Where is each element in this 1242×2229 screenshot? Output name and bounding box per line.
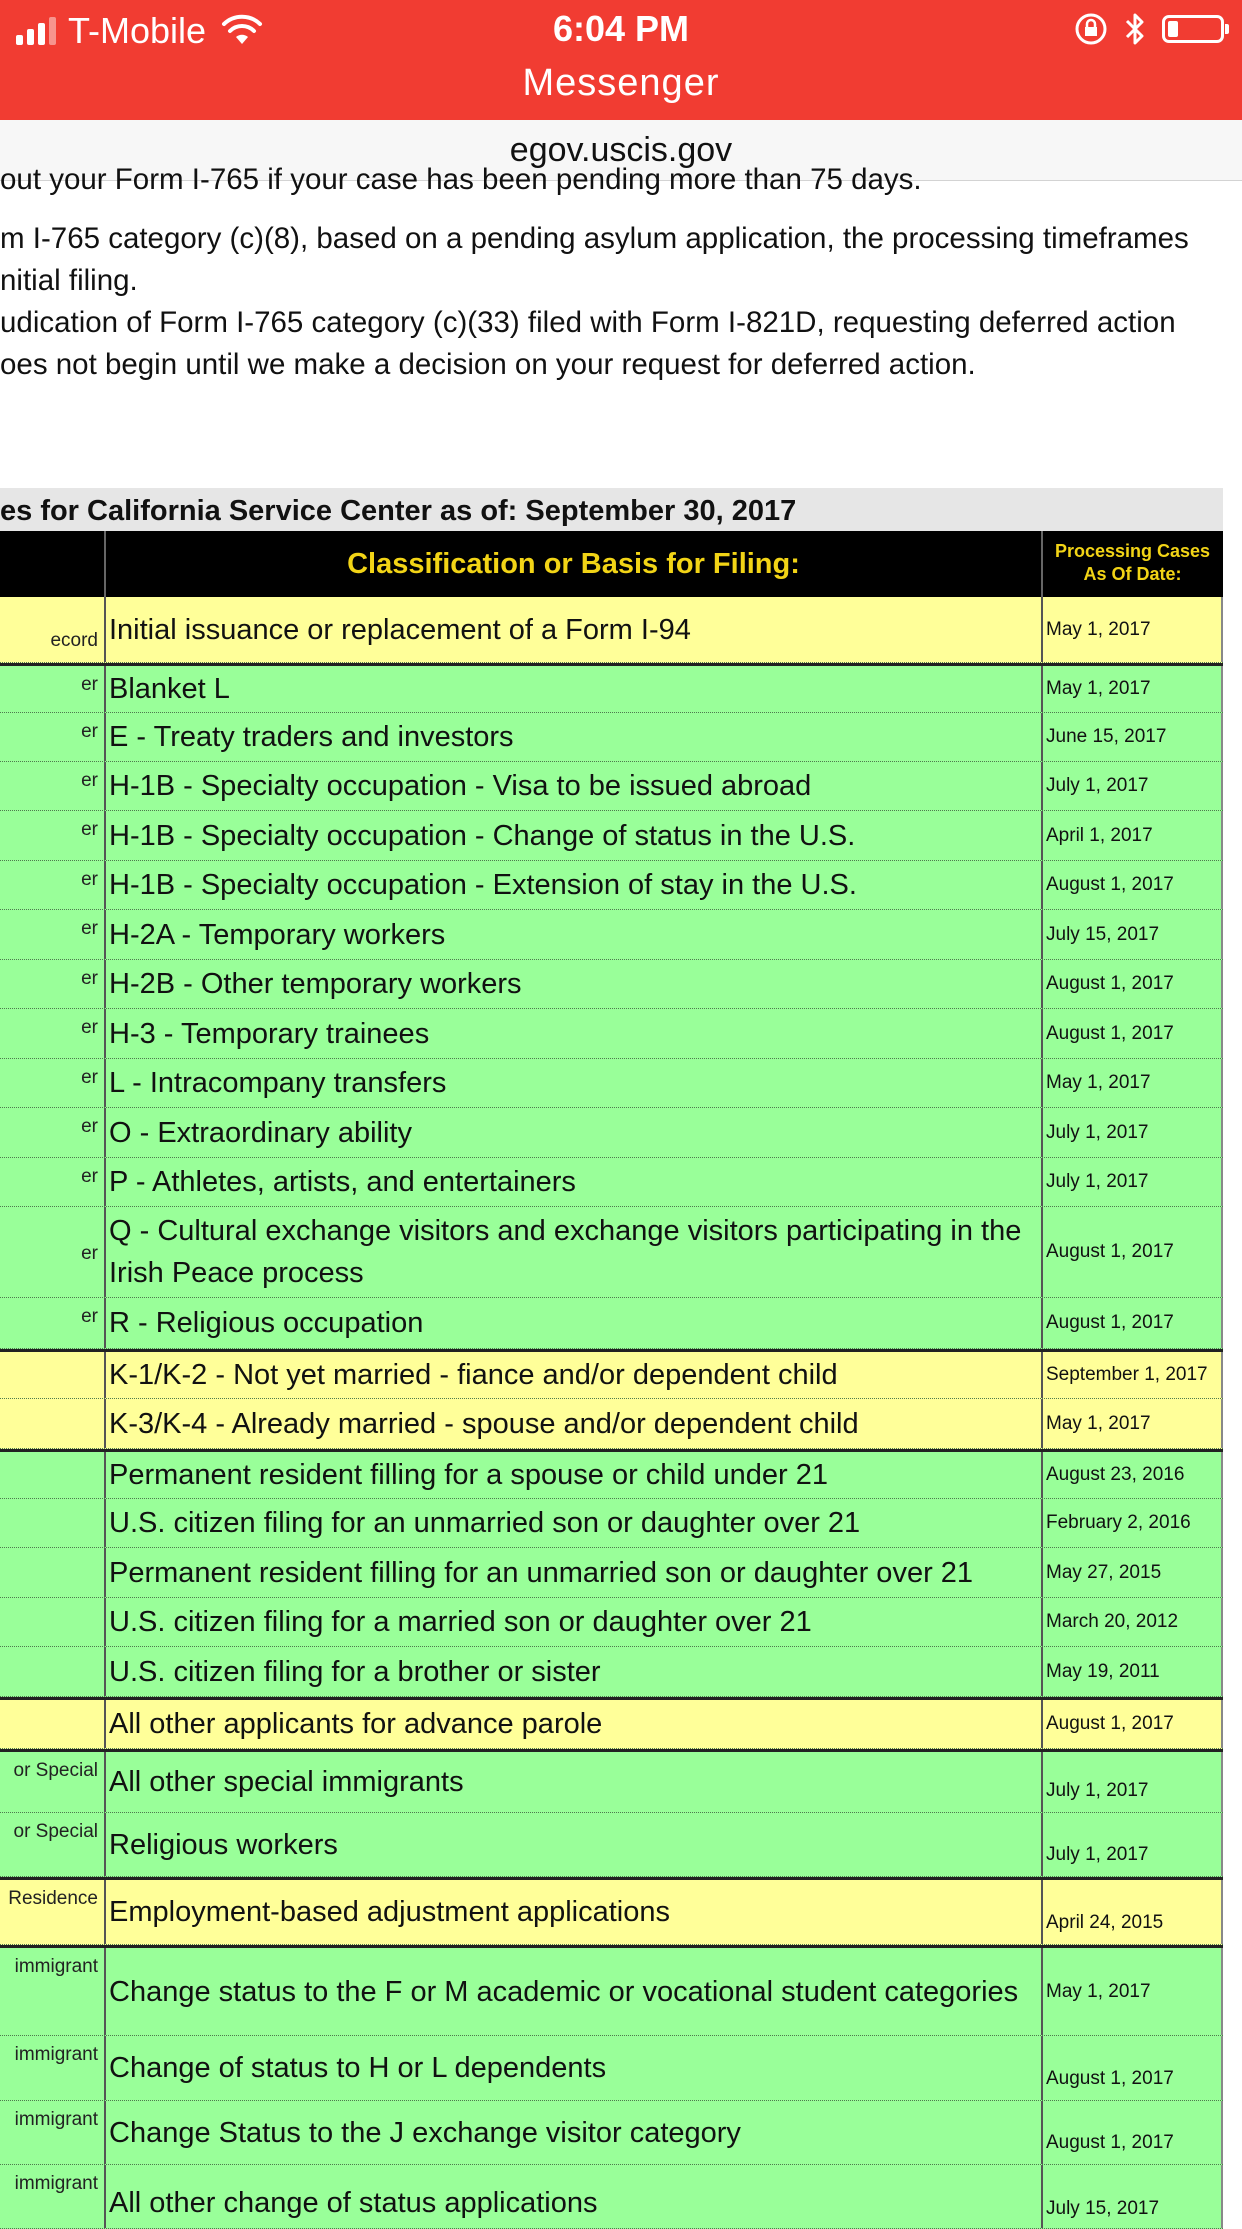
row-category-cell: er xyxy=(0,1158,106,1206)
table-header xyxy=(0,531,1223,597)
row-date-cell: June 15, 2017 xyxy=(1041,713,1223,761)
row-date-cell: March 20, 2012 xyxy=(1041,1598,1223,1646)
row-category-cell: er xyxy=(0,861,106,909)
intro-line: oes not begin until we make a decision on your request for deferred action. xyxy=(0,348,976,381)
table-title: es for California Service Center as of: September 30, 2017 xyxy=(0,488,1223,534)
row-date-cell: August 1, 2017 xyxy=(1041,1009,1223,1058)
status-bar xyxy=(0,0,1242,120)
table-row xyxy=(0,2165,1223,2229)
carrier-name: T-Mobile xyxy=(68,10,207,51)
row-date-cell: August 1, 2017 xyxy=(1041,861,1223,909)
row-date-cell: August 1, 2017 xyxy=(1041,1700,1223,1748)
row-date-cell: July 1, 2017 xyxy=(1041,1158,1223,1206)
row-classification-cell: U.S. citizen filing for a married son or daughter over 21 xyxy=(109,1606,812,1638)
row-category-cell xyxy=(0,1452,106,1498)
table-row xyxy=(0,811,1223,861)
row-date-cell: August 23, 2016 xyxy=(1041,1452,1223,1498)
row-classification-cell: H-3 - Temporary trainees xyxy=(109,1017,430,1050)
row-category-cell: or Special xyxy=(0,1813,106,1876)
row-classification-cell: All other change of status applications xyxy=(109,2187,598,2219)
row-category-cell: immigrant xyxy=(0,2101,106,2164)
row-category-cell xyxy=(0,1499,106,1547)
row-date-cell: May 1, 2017 xyxy=(1041,1948,1223,2035)
header-date-line2: As Of Date: xyxy=(1083,564,1182,584)
row-classification-cell: Change of status to H or L dependents xyxy=(109,2052,607,2084)
intro-line: out your Form I-765 if your case has been pending more than 75 days. xyxy=(0,163,922,196)
row-classification-cell: H-2A - Temporary workers xyxy=(109,918,446,951)
table-row xyxy=(0,1945,1223,2036)
row-category-cell xyxy=(0,1647,106,1696)
table-row xyxy=(0,1449,1223,1499)
row-category-cell: er xyxy=(0,960,106,1008)
row-classification-cell: Employment-based adjustment applications xyxy=(109,1896,670,1928)
clock: 6:04 PM xyxy=(552,8,690,49)
row-classification-cell: U.S. citizen filing for an unmarried son or daughter over 21 xyxy=(109,1507,861,1539)
status-icons xyxy=(1074,12,1224,46)
row-category-cell: or Special xyxy=(0,1752,106,1812)
row-date-cell: September 1, 2017 xyxy=(1041,1352,1223,1398)
table-row xyxy=(0,1697,1223,1749)
intro-line: udication of Form I-765 category (c)(33) filed with Form I-821D, requesting deferred action xyxy=(0,306,1176,339)
table-row xyxy=(0,1108,1223,1158)
row-category-cell: immigrant xyxy=(0,1948,106,2035)
app-name: Messenger xyxy=(522,62,720,104)
row-category-cell: er xyxy=(0,1298,106,1348)
table-row xyxy=(0,1207,1223,1298)
table-row xyxy=(0,597,1223,663)
row-date-cell: May 27, 2015 xyxy=(1041,1548,1223,1597)
row-classification-cell: Change Status to the J exchange visitor category xyxy=(109,2116,741,2149)
row-category-cell xyxy=(0,1548,106,1597)
row-date-cell: August 1, 2017 xyxy=(1041,960,1223,1008)
table-row xyxy=(0,910,1223,960)
row-date-cell: August 1, 2017 xyxy=(1041,1207,1223,1297)
table-row xyxy=(0,713,1223,762)
row-date-cell: April 1, 2017 xyxy=(1041,811,1223,860)
row-date-cell: May 1, 2017 xyxy=(1041,666,1223,712)
table-row xyxy=(0,1399,1223,1449)
row-classification-cell: All other applicants for advance parole xyxy=(109,1708,603,1740)
row-date-cell: May 1, 2017 xyxy=(1041,1399,1223,1448)
row-date-cell: July 15, 2017 xyxy=(1041,2165,1223,2228)
table-row xyxy=(0,1813,1223,1877)
table-row xyxy=(0,1059,1223,1108)
table-row xyxy=(0,762,1223,811)
row-date-cell: February 2, 2016 xyxy=(1041,1499,1223,1547)
row-date-cell: May 19, 2011 xyxy=(1041,1647,1223,1696)
row-date-cell: July 15, 2017 xyxy=(1041,910,1223,959)
table-row xyxy=(0,1877,1223,1945)
row-date-cell: August 1, 2017 xyxy=(1041,2101,1223,2164)
row-classification-cell: Q - Cultural exchange visitors and exchange visitors participating in the Irish Peace process xyxy=(109,1215,1022,1289)
row-classification-cell: U.S. citizen filing for a brother or sister xyxy=(109,1655,601,1688)
row-classification-cell: H-1B - Specialty occupation - Extension of stay in the U.S. xyxy=(109,869,857,901)
row-category-cell xyxy=(0,1598,106,1646)
table-row xyxy=(0,1349,1223,1399)
table-row xyxy=(0,1158,1223,1207)
table-row xyxy=(0,1499,1223,1548)
row-classification-cell: H-1B - Specialty occupation - Change of status in the U.S. xyxy=(109,819,856,852)
row-date-cell: July 1, 2017 xyxy=(1041,1108,1223,1157)
row-classification-cell: Initial issuance or replacement of a Form I-94 xyxy=(109,613,691,646)
row-classification-cell: K-1/K-2 - Not yet married - fiance and/or dependent child xyxy=(109,1359,838,1391)
row-classification-cell: O - Extraordinary ability xyxy=(109,1116,412,1149)
row-category-cell xyxy=(0,1399,106,1448)
table-row xyxy=(0,2101,1223,2165)
row-date-cell: May 1, 2017 xyxy=(1041,597,1223,662)
row-category-cell: er xyxy=(0,762,106,810)
row-classification-cell: Religious workers xyxy=(109,1828,338,1861)
row-date-cell: July 1, 2017 xyxy=(1041,762,1223,810)
table-row xyxy=(0,663,1223,713)
row-classification-cell: Change status to the F or M academic or vocational student categories xyxy=(109,1975,1019,2008)
row-category-cell: ecord xyxy=(0,597,106,662)
table-row xyxy=(0,861,1223,910)
table-row xyxy=(0,1598,1223,1647)
row-classification-cell: K-3/K-4 - Already married - spouse and/or dependent child xyxy=(109,1407,859,1440)
row-category-cell: er xyxy=(0,666,106,712)
header-date-line1: Processing Cases xyxy=(1054,541,1211,561)
row-classification-cell: All other special immigrants xyxy=(109,1766,464,1798)
row-category-cell: er xyxy=(0,1059,106,1107)
table-row xyxy=(0,2036,1223,2101)
row-category-cell: Residence xyxy=(0,1880,106,1944)
orientation-lock-icon xyxy=(1074,12,1108,46)
row-classification-cell: L - Intracompany transfers xyxy=(109,1067,447,1099)
table-row xyxy=(0,960,1223,1009)
table-row xyxy=(0,1749,1223,1813)
url-text: egov.uscis.gov xyxy=(509,131,733,169)
row-classification-cell: H-2B - Other temporary workers xyxy=(109,968,522,1000)
row-date-cell: August 1, 2017 xyxy=(1041,1298,1223,1348)
header-classification: Classification or Basis for Filing: xyxy=(347,548,800,580)
row-date-cell: August 1, 2017 xyxy=(1041,2036,1223,2100)
web-content[interactable] xyxy=(0,163,1242,2219)
row-classification-cell: Blanket L xyxy=(109,673,230,705)
header-date xyxy=(1044,531,1221,597)
row-classification-cell: H-1B - Specialty occupation - Visa to be issued abroad xyxy=(109,770,812,802)
row-category-cell xyxy=(0,1700,106,1748)
row-date-cell: April 24, 2015 xyxy=(1041,1880,1223,1944)
table-row xyxy=(0,1298,1223,1349)
row-category-cell: er xyxy=(0,713,106,761)
row-date-cell: May 1, 2017 xyxy=(1041,1059,1223,1107)
row-classification-cell: P - Athletes, artists, and entertainers xyxy=(109,1166,576,1198)
battery-icon xyxy=(1162,15,1224,43)
row-category-cell: er xyxy=(0,811,106,860)
row-category-cell: immigrant xyxy=(0,2165,106,2228)
row-date-cell: July 1, 2017 xyxy=(1041,1752,1223,1812)
bluetooth-icon xyxy=(1124,12,1146,46)
intro-line: m I-765 category (c)(8), based on a pending asylum application, the processing timeframes xyxy=(0,222,1189,255)
row-date-cell: July 1, 2017 xyxy=(1041,1813,1223,1876)
row-category-cell: er xyxy=(0,1009,106,1058)
row-classification-cell: E - Treaty traders and investors xyxy=(109,721,514,753)
table-row xyxy=(0,1009,1223,1059)
row-classification-cell: R - Religious occupation xyxy=(109,1307,424,1339)
row-category-cell: er xyxy=(0,910,106,959)
table-row xyxy=(0,1647,1223,1697)
row-category-cell xyxy=(0,1352,106,1398)
intro-line: nitial filing. xyxy=(0,264,138,297)
row-category-cell: er xyxy=(0,1108,106,1157)
row-category-cell: er xyxy=(0,1207,106,1297)
table-row xyxy=(0,1548,1223,1598)
row-classification-cell: Permanent resident filling for a spouse or child under 21 xyxy=(109,1459,828,1491)
row-classification-cell: Permanent resident filling for an unmarried son or daughter over 21 xyxy=(109,1556,974,1589)
row-category-cell: immigrant xyxy=(0,2036,106,2100)
